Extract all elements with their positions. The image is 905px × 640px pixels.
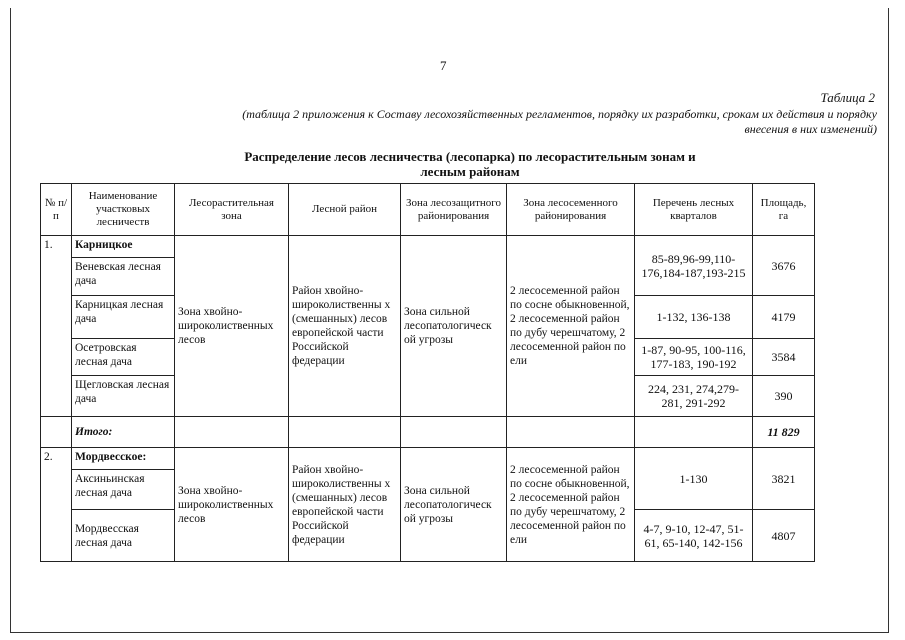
group-row (41, 448, 815, 470)
area-cell: 4807 (753, 510, 815, 562)
quarters-cell: 4-7, 9-10, 12-47, 51-61, 65-140, 142-156 (635, 510, 753, 562)
quarters-cell: 85-89,96-99,110-176,184-187,193-215 (635, 236, 753, 296)
forest-dacha-name: Аксиньинская лесная дача (72, 470, 175, 510)
area-cell: 3584 (753, 339, 815, 376)
forest-dacha-name: Щегловская лесная дача (72, 376, 175, 417)
forest-distribution-table (40, 183, 815, 562)
quarters-cell: 1-87, 90-95, 100-116, 177-183, 190-192 (635, 339, 753, 376)
total-label: Итого: (72, 417, 175, 448)
group-name: Карницкое (72, 236, 175, 258)
area-cell: 4179 (753, 296, 815, 339)
zone-cell: Зона хвойно-широколиственных лесов (175, 236, 289, 417)
group-row (41, 236, 815, 258)
quarters-cell: 1-132, 136-138 (635, 296, 753, 339)
seed-zone-cell: 2 лесосеменной район по сосне обыкновенной, 2 лесосеменной район по дубу черешчатому, 2 лесосеменной район по ели (507, 448, 635, 562)
header-row (41, 184, 815, 236)
title-line-2: лесным районам (420, 164, 520, 179)
header-protect: Зона лесозащитного районирования (401, 184, 507, 236)
forest-dacha-name: Веневская лесная дача (72, 258, 175, 296)
seed-zone-cell: 2 лесосеменной район по сосне обыкновенной, 2 лесосеменной район по дубу черешчатому, 2 лесосеменной район по ели (507, 236, 635, 417)
region-cell: Район хвойно-широколиственны х (смешанных) лесов европейской части Российской федерации (289, 236, 401, 417)
table-title (230, 149, 710, 179)
quarters-cell: 1-130 (635, 448, 753, 510)
group-name: Мордвесское: (72, 448, 175, 470)
header-region: Лесной район (289, 184, 401, 236)
header-area: Площадь, га (753, 184, 815, 236)
protect-zone-cell: Зона сильной лесопатологическ ой угрозы (401, 448, 507, 562)
group-number: 1. (41, 236, 72, 417)
forest-dacha-name: Карницкая лесная дача (72, 296, 175, 339)
header-name: Наименование участковых лесничеств (72, 184, 175, 236)
table-label: Таблица 2 (820, 90, 875, 105)
area-cell: 3676 (753, 236, 815, 296)
group-number: 2. (41, 448, 72, 562)
title-line-1: Распределение лесов лесничества (лесопарка) по лесорастительным зонам и (244, 149, 696, 164)
area-cell: 3821 (753, 448, 815, 510)
zone-cell: Зона хвойно-широколиственных лесов (175, 448, 289, 562)
total-row (41, 417, 815, 448)
table-reference: (таблица 2 приложения к Составу лесохозяйственных регламентов, порядку их разработки, срокам их действия и порядку внесения в них изменений) (242, 107, 877, 136)
region-cell: Район хвойно-широколиственны х (смешанных) лесов европейской части Российской федерации (289, 448, 401, 562)
total-value: 11 829 (753, 417, 815, 448)
header-seed: Зона лесосеменного районирования (507, 184, 635, 236)
protect-zone-cell: Зона сильной лесопатологическ ой угрозы (401, 236, 507, 417)
forest-dacha-name: Мордвесская лесная дача (72, 510, 175, 562)
area-cell: 390 (753, 376, 815, 417)
header-quarters: Перечень лесных кварталов (635, 184, 753, 236)
header-num: № п/п (41, 184, 72, 236)
header-zone: Лесорастительная зона (175, 184, 289, 236)
page-number: 7 (440, 58, 447, 73)
forest-dacha-name: Осетровская лесная дача (72, 339, 175, 376)
quarters-cell: 224, 231, 274,279-281, 291-292 (635, 376, 753, 417)
